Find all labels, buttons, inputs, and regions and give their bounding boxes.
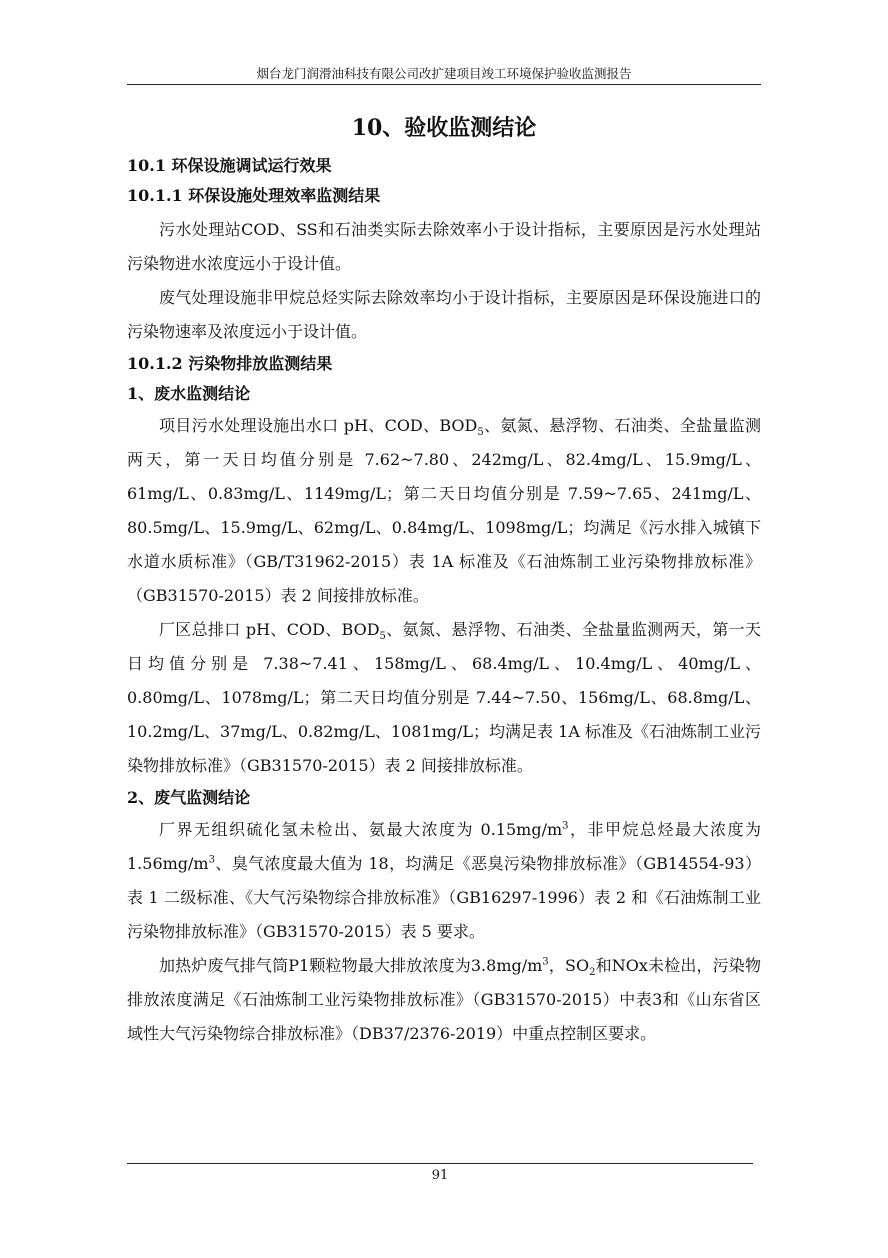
subheading-exhaust: 2、废气监测结论: [127, 788, 251, 807]
paragraph-plant-outfall: 厂区总排口 pH、COD、$BOD_5$、氨氮、悬浮物、石油类、全盐量监测两天，第一天日均值分别是 7.38~7.41、158mg/L、68.4mg/L、10.4mg/L、40mg/L、0.80mg/L、1078mg/L；第二天日均值分别是 7.44~7.50、156mg/L、68.8mg/L、10.2mg/L、37mg/L、0.82mg/L、1081mg/L；均满足表 1A 标准及《石油炼制工业污染物排放标准》（GB31570-2015）表 2 间接排放标准。: [127, 620, 761, 775]
paragraph-boundary-emissions: 厂界无组织硫化氢未检出、氨最大浓度为 $0.15mg/m^3$，非甲烷总烃最大浓度为 $1.56mg/m^3$、臭气浓度最大值为 18，均满足《恶臭污染物排放标准》（GB14554-93）表 1 二级标准、《大气污染物综合排放标准》（GB16297-1996）表 2 和《石油炼制工业污染物排放标准》（GB31570-2015）表 5 要求。: [127, 820, 761, 941]
subheading-wastewater: 1、废水监测结论: [127, 384, 251, 403]
running-header: 烟台龙门润滑油科技有限公司改扩建项目竣工环境保护验收监测报告: [256, 66, 632, 81]
section-heading-10-1: 10.1 环保设施调试运行效果: [127, 156, 332, 175]
section-heading-10-1-1: 10.1.1 环保设施处理效率监测结果: [127, 186, 381, 205]
paragraph-wastewater-efficiency: 污水处理站COD、SS和石油类实际去除效率小于设计指标，主要原因是污水处理站污染物进水浓度远小于设计值。: [127, 220, 761, 273]
header-divider: [127, 84, 761, 85]
page-title: 10、验收监测结论: [351, 115, 537, 141]
paragraph-furnace-stack: 加热炉废气排气筒P1颗粒物最大排放浓度为$3.8mg/m^3$，$SO_2$和NOx未检出，污染物排放浓度满足《石油炼制工业污染物排放标准》（GB31570-2015）中表3和《山东省区域性大气污染物综合排放标准》（DB37/2376-2019）中重点控制区要求。: [127, 956, 761, 1043]
section-heading-10-1-2: 10.1.2 污染物排放监测结果: [127, 354, 333, 373]
page-number: 91: [431, 1168, 449, 1183]
footer-divider: [127, 1163, 753, 1164]
paragraph-exhaust-efficiency: 废气处理设施非甲烷总烃实际去除效率均小于设计指标，主要原因是环保设施进口的污染物速率及浓度远小于设计值。: [127, 288, 761, 341]
paragraph-wastewater-outlet: 项目污水处理设施出水口 pH、COD、$BOD_5$、氨氮、悬浮物、石油类、全盐量监测两天，第一天日均值分别是 7.62~7.80、242mg/L、82.4mg/L、15.9mg/L、61mg/L、0.83mg/L、1149mg/L；第二天日均值分别是 7.59~7.65、241mg/L、80.5mg/L、15.9mg/L、62mg/L、0.84mg/L、1098mg/L；均满足《污水排入城镇下水道水质标准》（GB/T31962-2015）表 1A 标准及《石油炼制工业污染物排放标准》（GB31570-2015）表 2 间接排放标准。: [127, 416, 761, 605]
document-body: [127, 151, 761, 1051]
